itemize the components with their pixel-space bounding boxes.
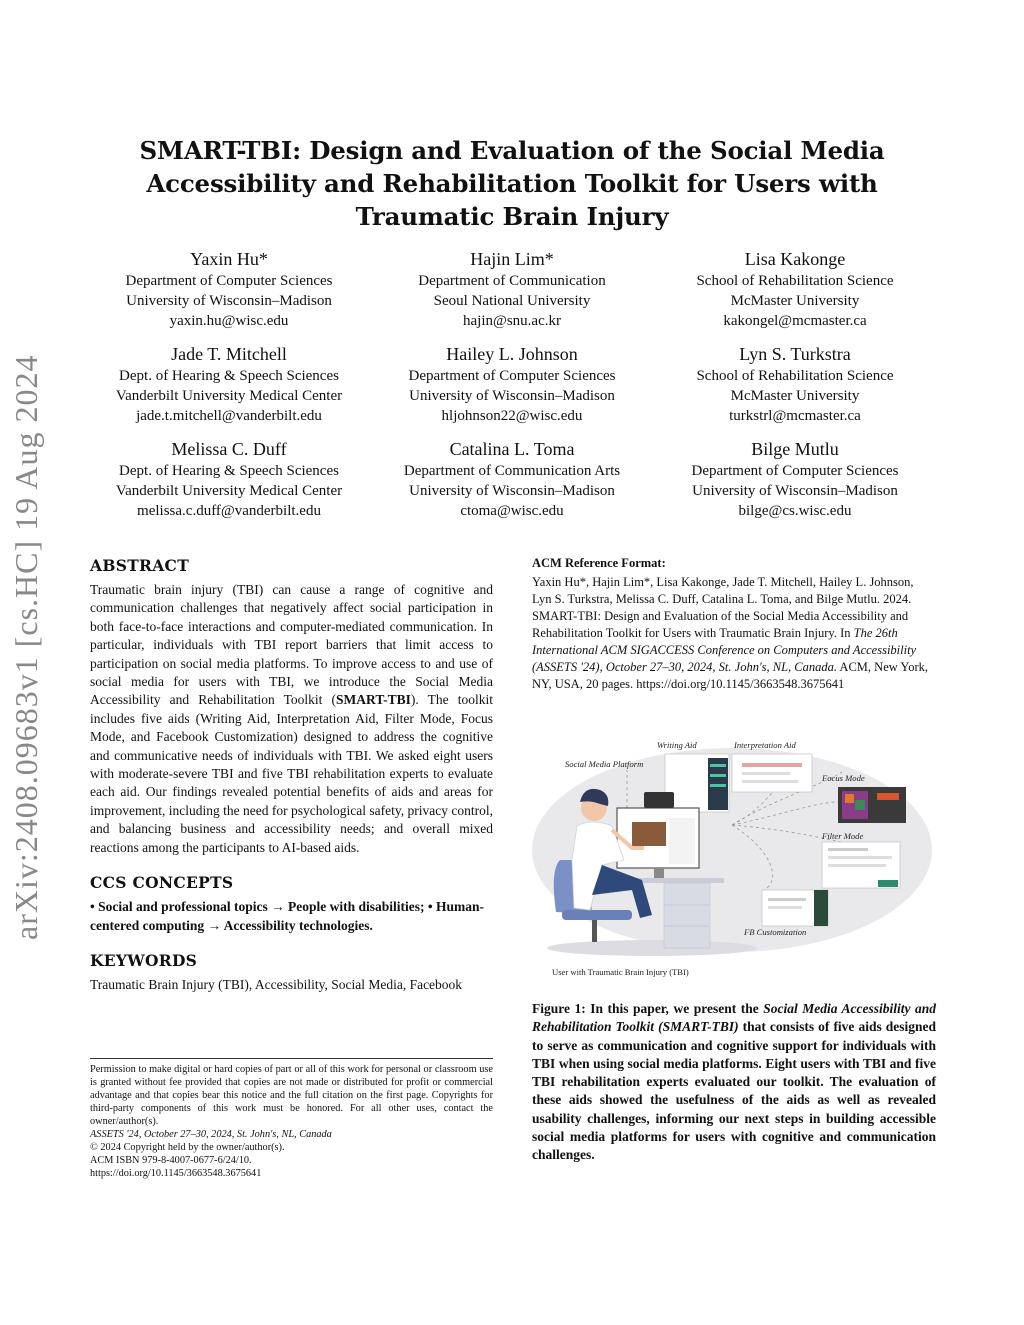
author [88,248,370,331]
author-name: Melissa C. Duff [171,439,287,459]
abstract-part: ). The toolkit includes five aids (Writing Aid, Interpretation Aid, Filter Mode, Focus Mode, and Facebook Customization) designed to address the cognitive and communicative needs of individuals with TBI. We asked eight users with moderate-severe TBI and five TBI rehabilitation experts to evaluate each aid. Our findings revealed potential benefits of aids and areas for improvement, including the need for psychological safety, privacy control, and balancing business and accessibility needs; and overall mixed reactions among the participants to AI-based aids. [90,692,493,855]
left-column [90,556,493,994]
figure-illustration [532,730,936,980]
author-row [88,343,936,426]
author [654,248,936,331]
webcam-icon [644,792,674,808]
author-dept: School of Rehabilitation Science [696,273,894,289]
author [88,438,370,521]
author [88,343,370,426]
abstract-toolkit-name: SMART-TBI [336,692,411,708]
label-filter-mode: Filter Mode [822,831,864,841]
label-focus-mode: Focus Mode [822,773,865,783]
ccs-section [90,873,493,935]
author-name: Lyn S. Turkstra [739,344,851,364]
author [654,343,936,426]
caption-part: that consists of five aids designed to serve as communication and cognitive support for individuals with TBI when using social media platforms. Eight users with TBI and five TBI rehabilitation experts evaluated our toolkit. The evaluation of these aids showed the usefulness of the aids as well as revealed usability challenges, informing our next steps in building accessible social media platforms for users with cognitive and communication challenges. [532,1019,936,1163]
ccs-heading: CCS CONCEPTS [90,873,234,893]
acm-ref-venue: The 26th International ACM SIGACCESS Conference on Computers and Accessibility (ASSETS '24), October 27–30, 2024, St. John's, NL, Canada. [532,626,917,674]
chair-seat [562,910,632,920]
ccs-text: • Social and professional topics → People with disabilities; • Human-centered computing → Accessibility technologies. [90,899,484,933]
permission-venue: ASSETS '24, October 27–30, 2024, St. John's, NL, Canada [90,1129,332,1140]
acm-ref-text [532,574,936,693]
label-writing-aid: Writing Aid [657,740,697,750]
author-row [88,438,936,521]
author-name: Lisa Kakonge [744,249,846,269]
author-dept: Department of Computer Sciences [125,273,333,289]
author-inst: McMaster University [730,388,860,404]
permission-copyright: © 2024 Copyright held by the owner/author(s). [90,1142,285,1153]
author-dept: School of Rehabilitation Science [696,368,894,384]
keywords-heading: KEYWORDS [90,950,198,970]
permission-text: Permission to make digital or hard copies of part or all of this work for personal or classroom use is granted without fee provided that copies are not made or distributed for profit or commercial advantage and that copies bear this notice and the full citation on the first page. Copyrights for third-party components of this work must be honored. For all other uses, contact the owner/author(s). [90,1064,493,1127]
label-fb-customization: FB Customization [744,927,807,937]
author-inst: Seoul National University [433,293,591,309]
author-inst: Vanderbilt University Medical Center [115,388,343,404]
author-name: Hailey L. Johnson [446,344,578,364]
label-interpretation-aid: Interpretation Aid [734,740,796,750]
author [371,248,653,331]
author-inst: University of Wisconsin–Madison [409,388,615,404]
acm-ref-part: ACM, New York, NY, USA, 20 pages. https://doi.org/10.1145/3663548.3675641 [532,660,928,691]
permission-doi[interactable]: https://doi.org/10.1145/3663548.3675641 [90,1168,262,1179]
abstract-heading: ABSTRACT [90,556,190,575]
author-name: Catalina L. Toma [449,439,575,459]
abstract-text [90,581,493,857]
author-name: Bilge Mutlu [751,439,839,459]
author-email[interactable]: turkstrl@mcmaster.ca [729,408,861,424]
author-email[interactable]: hljohnson22@wisc.edu [441,408,583,424]
arxiv-identifier: arXiv:2408.09683v1 [cs.HC] 19 Aug 2024 [8,354,44,940]
caption-toolkit-name: Social Media Accessibility and Rehabilitation Toolkit (SMART-TBI) [532,1001,936,1035]
floor-shadow [547,940,757,956]
author-name: Jade T. Mitchell [171,344,287,364]
author-email[interactable]: jade.t.mitchell@vanderbilt.edu [136,408,322,424]
author-email[interactable]: bilge@cs.wisc.edu [738,503,852,519]
label-social-media-platform: Social Media Platform [565,759,644,769]
author-inst: McMaster University [730,293,860,309]
permission-footnote [90,1058,493,1180]
author [371,438,653,521]
author-dept: Department of Computer Sciences [408,368,616,384]
author-email[interactable]: melissa.c.duff@vanderbilt.edu [137,503,321,519]
desk-drawers [664,883,710,948]
author-name: Hajin Lim* [470,249,554,269]
author [654,438,936,521]
label-user: User with Traumatic Brain Injury (TBI) [552,967,689,977]
keywords-text: Traumatic Brain Injury (TBI), Accessibility, Social Media, Facebook [90,976,463,992]
author-dept: Department of Computer Sciences [691,463,899,479]
author-inst: University of Wisconsin–Madison [409,483,615,499]
desk-top [632,878,724,883]
author-dept: Department of Communication [418,273,606,289]
author-inst: Vanderbilt University Medical Center [115,483,343,499]
author-dept: Dept. of Hearing & Speech Sciences [119,368,339,384]
author-dept: Department of Communication Arts [403,463,621,479]
permission-isbn: ACM ISBN 979-8-4007-0677-6/24/10. [90,1155,252,1166]
right-column [532,556,936,693]
figure-1 [532,730,936,980]
author-name: Yaxin Hu* [190,249,268,269]
author-email[interactable]: hajin@snu.ac.kr [463,313,561,329]
abstract-part: Traumatic brain injury (TBI) can cause a range of cognitive and communication challenges that negatively affect social participation in both face-to-face interactions and computer-mediated communication. In particular, individuals with TBI report barriers that limit access to participation on social media platforms. To improve access to and use of social media for users with TBI, we introduce the Social Media Accessibility and Rehabilitation Toolkit ( [90,582,493,708]
author-row [88,248,936,331]
paper-title: SMART-TBI: Design and Evaluation of the Social Media Accessibility and Rehabilitation Toolkit for Users with Traumatic Brain Injury [139,136,885,231]
author-block [88,248,936,533]
keywords-section [90,951,493,994]
author-inst: University of Wisconsin–Madison [692,483,898,499]
author-inst: University of Wisconsin–Madison [126,293,332,309]
figure-caption [532,1000,936,1165]
author-email[interactable]: ctoma@wisc.edu [460,503,564,519]
caption-part: Figure 1: In this paper, we present the [532,1001,764,1016]
author [371,343,653,426]
acm-ref-part: Yaxin Hu*, Hajin Lim*, Lisa Kakonge, Jade T. Mitchell, Hailey L. Johnson, Lyn S. Turkstra, Melissa C. Duff, Catalina L. Toma, and Bilge Mutlu. 2024. SMART-TBI: Design and Evaluation of the Social Media Accessibility and Rehabilitation Toolkit for Users with Traumatic Brain Injury. In [532,575,914,640]
acm-ref-heading: ACM Reference Format: [532,556,666,570]
author-dept: Dept. of Hearing & Speech Sciences [119,463,339,479]
author-email[interactable]: yaxin.hu@wisc.edu [169,313,289,329]
author-email[interactable]: kakongel@mcmaster.ca [723,313,867,329]
